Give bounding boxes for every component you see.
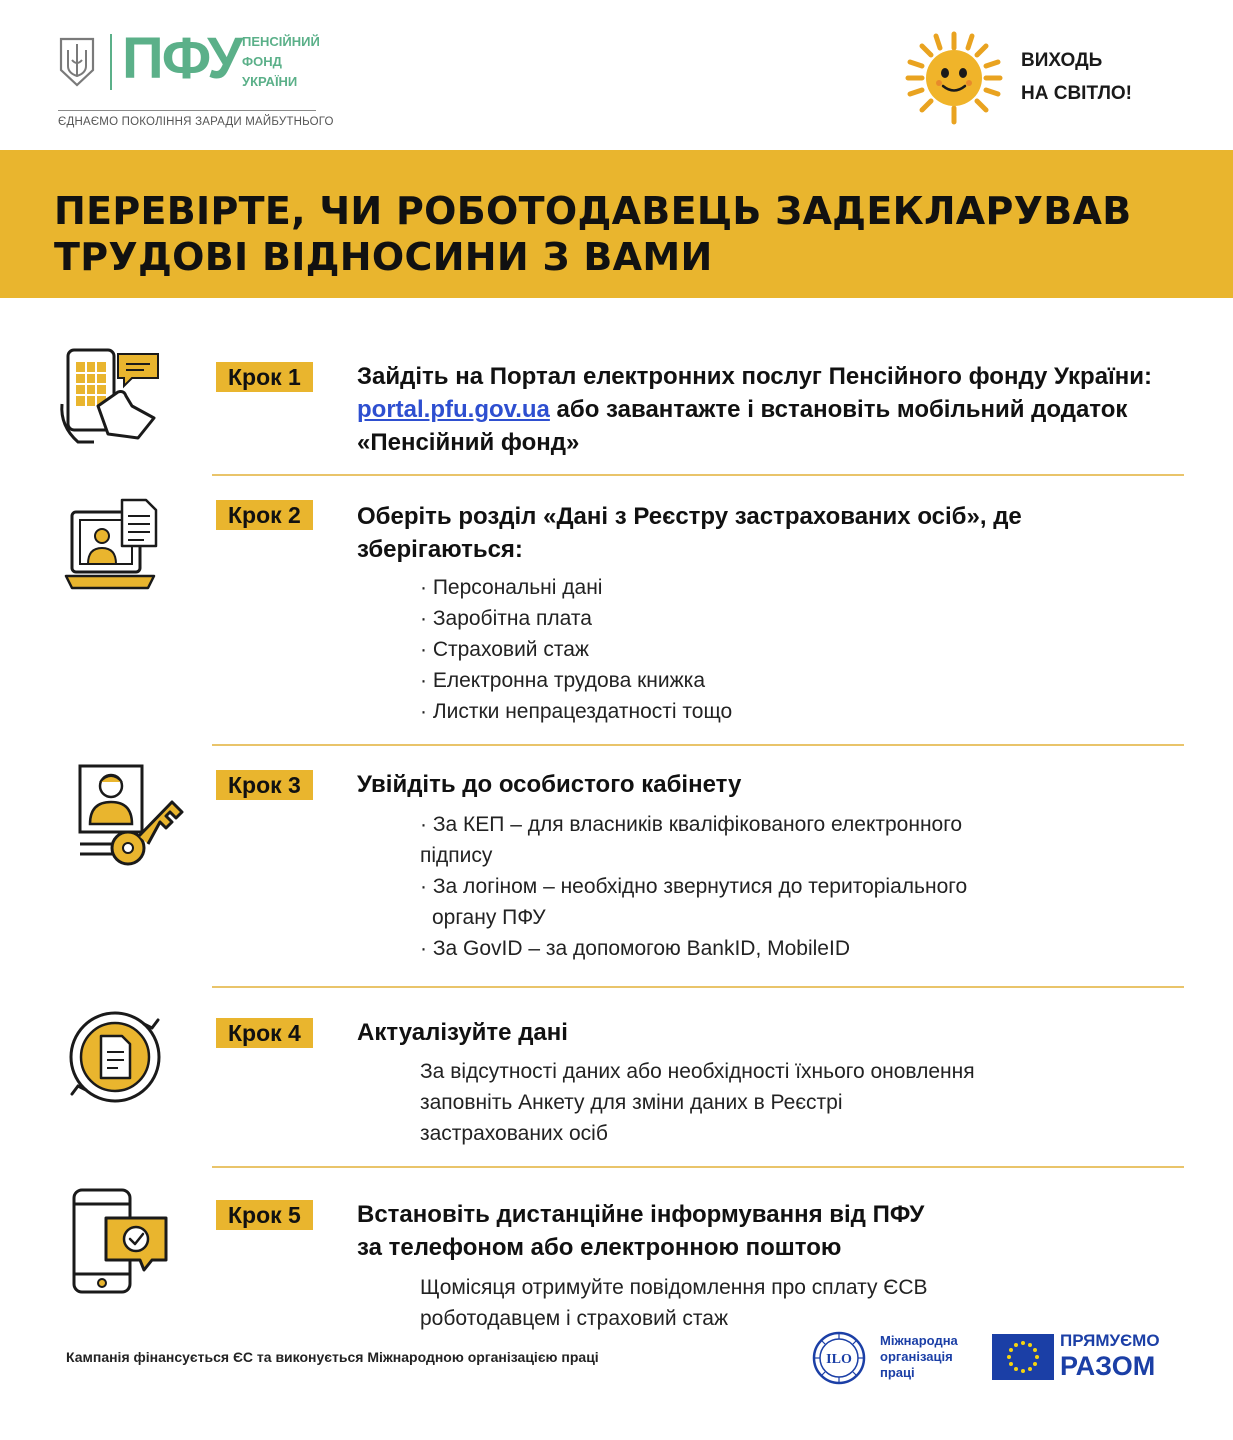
list-item: · Страховий стаж <box>420 638 589 661</box>
step-3-badge: Крок 3 <box>216 770 313 800</box>
pfu-name-line: ПЕНСІЙНИЙ <box>242 34 320 49</box>
list-item: · Електронна трудова книжка <box>420 669 705 692</box>
header <box>0 0 1233 150</box>
ilo-name-line: Міжнародна <box>880 1333 958 1348</box>
list-item: · Листки непрацездатності тощо <box>420 700 733 723</box>
list-item: · Заробітна плата <box>420 607 592 630</box>
step-5-title-line: Встановіть дистанційне інформування від ПФУ <box>357 1201 925 1228</box>
step-1-badge: Крок 1 <box>216 362 313 392</box>
text-line: заповніть Анкету для зміни даних в Реєстрі <box>420 1091 843 1114</box>
step-2-badge: Крок 2 <box>216 500 313 530</box>
user-key-icon <box>76 762 188 870</box>
list-item: · Персональні дані <box>420 576 603 599</box>
step-4-text <box>420 1056 1140 1149</box>
text-line: Щомісяця отримуйте повідомлення про сплату ЄСВ <box>420 1276 928 1299</box>
trident-emblem-icon <box>58 36 96 88</box>
sun-mascot-icon <box>898 28 1010 128</box>
laptop-profile-icon <box>64 498 160 592</box>
step-divider <box>212 474 1184 476</box>
pfu-logo-mark: ПФУ <box>122 26 242 91</box>
list-item: · За логіном – необхідно звернутися до територіального <box>420 875 968 898</box>
campaign-line: ВИХОДЬ <box>1021 50 1103 71</box>
list-item: · За GovID – за допомогою BankID, MobileID <box>420 937 850 960</box>
pfu-name-line: ФОНД <box>242 54 282 69</box>
step-1-title-text: або завантажте і встановіть мобільний додаток «Пенсійний фонд» <box>357 396 1128 456</box>
step-5-text <box>420 1272 1140 1334</box>
text-line: застрахованих осіб <box>420 1122 608 1145</box>
step-4-badge: Крок 4 <box>216 1018 313 1048</box>
step-4-title: Актуалізуйте дані <box>357 1019 568 1046</box>
step-divider <box>212 986 1184 988</box>
eu-slogan <box>1060 1331 1160 1381</box>
text-line: За відсутності даних або необхідності їхнього оновлення <box>420 1060 975 1083</box>
step-3-bullets <box>420 809 1140 964</box>
eu-flag-icon <box>992 1334 1054 1380</box>
step-3-title: Увійдіть до особистого кабінету <box>357 771 742 798</box>
text-line: роботодавцем і страховий стаж <box>420 1307 729 1330</box>
pfu-logo-name <box>242 32 320 92</box>
document-refresh-icon <box>66 1008 164 1106</box>
portal-link[interactable]: portal.pfu.gov.ua <box>357 396 550 423</box>
step-5-title-line: за телефоном або електронною поштою <box>357 1234 842 1261</box>
ilo-name-line: праці <box>880 1365 915 1380</box>
list-item: · За КЕП – для власників кваліфікованого електронного <box>420 813 963 836</box>
list-item: органу ПФУ <box>432 906 546 929</box>
step-5-badge: Крок 5 <box>216 1200 313 1230</box>
step-divider <box>212 1166 1184 1168</box>
eu-slogan-line: ПРЯМУЄМО <box>1060 1331 1160 1350</box>
phone-notification-icon <box>70 1186 170 1296</box>
ilo-mark-text: ILO <box>826 1352 852 1367</box>
title-banner <box>0 150 1233 298</box>
smartphone-touch-icon <box>58 346 164 452</box>
step-5-title <box>357 1198 1177 1264</box>
page-title-line: ТРУДОВІ ВІДНОСИНИ З ВАМИ <box>54 235 713 279</box>
eu-slogan-line: РАЗОМ <box>1060 1351 1156 1381</box>
page-title <box>54 188 1132 280</box>
ilo-name <box>880 1333 958 1381</box>
campaign-line: НА СВІТЛО! <box>1021 83 1133 104</box>
step-1-title-text: Зайдіть на Портал електронних послуг Пенсійного фонду України: <box>357 363 1153 390</box>
funding-note: Кампанія фінансується ЄС та виконується Міжнародною організацією праці <box>66 1349 599 1365</box>
logo-divider <box>110 34 112 90</box>
campaign-title <box>1021 44 1132 110</box>
ilo-emblem-icon <box>808 1330 870 1386</box>
logo-rule <box>58 110 316 111</box>
pfu-name-line: УКРАЇНИ <box>242 74 298 89</box>
step-2-bullets <box>420 572 1140 727</box>
list-item: підпису <box>420 844 493 867</box>
ilo-name-line: організація <box>880 1349 953 1364</box>
pfu-slogan: ЄДНАЄМО ПОКОЛІННЯ ЗАРАДИ МАЙБУТНЬОГО <box>58 116 334 128</box>
step-2-title: Оберіть розділ «Дані з Реєстру застрахованих осіб», де зберігаються: <box>357 503 1022 563</box>
step-divider <box>212 744 1184 746</box>
step-1-title <box>357 360 1177 459</box>
page-title-line: ПЕРЕВІРТЕ, ЧИ РОБОТОДАВЕЦЬ ЗАДЕКЛАРУВАВ <box>54 189 1132 233</box>
